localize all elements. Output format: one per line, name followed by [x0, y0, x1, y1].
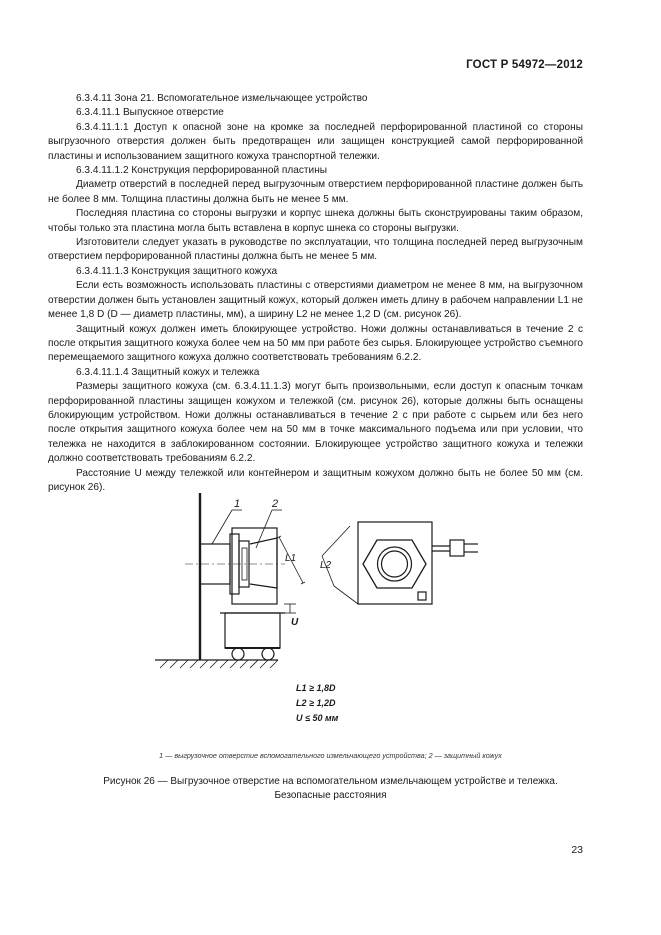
paragraph: Если есть возможность использовать пластины с отверстиями диаметром не менее 8 мм, на выгрузочном отверстии должен быть установлен защитный кожух, который должен иметь длину в рабочем направлении L1 не менее 1,8 D (D — диаметр пластины, мм), а ширину L2 не менее 1,2 D (см. рисунок 26).	[48, 280, 583, 321]
paragraph: Расстояние U между тележкой или контейнером и защитным кожухом должно быть не более 50 мм (см. рисунок 26).	[48, 467, 583, 493]
callout-2: 2	[272, 498, 279, 510]
caption-line-1: Рисунок 26 — Выгрузочное отверстие на вспомогательном измельчающем устройстве и тележка.	[103, 776, 558, 787]
caption-line-2: Безопасные расстояния	[274, 790, 387, 801]
paragraph: Размеры защитного кожуха (см. 6.3.4.11.1.3) могут быть произвольными, если доступ к опасным точкам перфорированной пластины защищен кожухом и тележкой (см. рисунок 26), которые должны быть оснащены блокирующим устройством. Ножи должны останавливаться в течение 2 с при работе с сырьем или без него после открытия защитного кожуха более чем на 50 мм в точке максимального подъема или при условии, что тележка не находится в заблокированном состоянии. Блокирующее устройство защитного кожуха и тележки должно соответствовать требованиям 6.2.2.	[48, 381, 583, 465]
formula-l2: L2 ≥ 1,2D	[296, 698, 336, 708]
subsection-heading: 6.3.4.11.1 Выпускное отверстие	[76, 107, 224, 119]
subsection-heading: 6.3.4.11.1.3 Конструкция защитного кожуха	[76, 265, 278, 277]
latch	[418, 592, 426, 600]
callout-leader-2	[256, 510, 272, 548]
section-heading: 6.3.4.11 Зона 21. Вспомогательное измельчающее устройство	[76, 93, 368, 104]
cover-hood	[250, 538, 277, 588]
document-body	[48, 92, 583, 495]
trolley-wheel	[262, 648, 274, 660]
plate-outer-circle	[378, 547, 412, 581]
label-l2: L2	[320, 560, 332, 571]
figure-legend: 1 — выгрузочное отверстие вспомогательного измельчающего устройства; 2 — защитный кожух	[159, 751, 502, 760]
subsection-heading: 6.3.4.11.1.2 Конструкция перфорированной пластины	[76, 165, 328, 177]
callout-leader-1	[212, 510, 232, 544]
figure-26-drawing	[150, 488, 530, 726]
paragraph: Последняя пластина со стороны выгрузки и корпус шнека должны быть сконструированы таким образом, чтобы только эта пластина могла быть вставлена в корпус шнека со стороны выгрузки.	[48, 208, 583, 234]
plate-inner-circle	[382, 551, 408, 577]
trolley-body	[225, 613, 280, 648]
paragraph: Изготовители следует указать в руководстве по эксплуатации, что толщина последней перед выгрузочным отверстием перфорированной пластины должна быть не менее 5 мм.	[48, 237, 583, 263]
label-u: U	[291, 617, 299, 628]
formula-u: U ≤ 50 мм	[296, 713, 339, 723]
trolley-wheel	[232, 648, 244, 660]
callout-1: 1	[234, 498, 241, 510]
formula-l1: L1 ≥ 1,8D	[296, 683, 336, 693]
ground-hatch	[160, 660, 278, 668]
lock-device	[450, 540, 464, 556]
technical-drawing	[150, 488, 530, 726]
label-l1: L1	[285, 553, 297, 564]
subsection-heading: 6.3.4.11.1.4 Защитный кожух и тележка	[76, 366, 260, 378]
paragraph: Защитный кожух должен иметь блокирующее устройство. Ножи должны останавливаться в течение 2 с после открытия защитного кожуха более чем на 50 мм при работе без сырья. Блокирующее устройство съемного перемещаемого защитного кожуха должно соответствовать требованиям 6.2.2.	[48, 323, 583, 364]
document-header: ГОСТ Р 54972—2012	[466, 59, 583, 71]
paragraph: 6.3.4.11.1.1 Доступ к опасной зоне на кромке за последней перфорированной пластиной со стороны выгрузочного отверстия должен быть предотвращен или защищен конструкцией самой перфорированной пластины и использованием защитного кожуха транспортной тележки.	[48, 121, 583, 162]
figure-caption	[0, 775, 661, 803]
page-number: 23	[571, 844, 583, 856]
paragraph: Диаметр отверстий в последней перед выгрузочным отверстием перфорированной пластине должен быть не более 8 мм. Толщина пластины должна быть не менее 5 мм.	[48, 179, 583, 205]
